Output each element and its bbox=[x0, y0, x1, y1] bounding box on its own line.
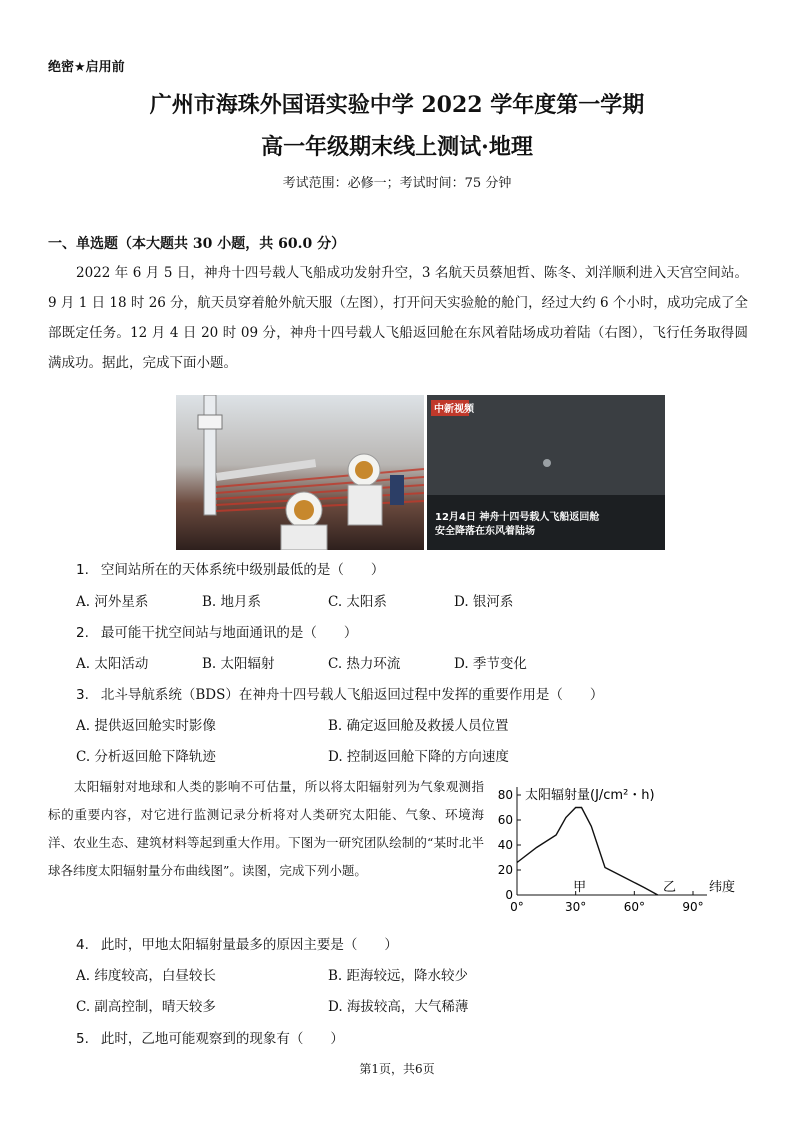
exam-info: 考试范围：必修一；考试时间：75 分钟 bbox=[282, 176, 512, 191]
news-logo-text: 中新视频 bbox=[434, 404, 474, 415]
section-intro: 2022 年 6 月 5 日，神舟十四号载人飞船成功发射升空，3 名航天员蔡旭哲、陈冬、刘洋顺利进入天宫空间站。9 月 1 日 18 时 26 分，航天员穿着舱外航天服（左图），打开问天实验舱的舱门，经过大约 6 个小时，成功完成了全部既定任务。12 月 4 日 20 时 09 分，神舟十四号载人飞船返回舱在东风着陆场成功着陆（右图），飞行任务取得圆满成功。据此，完成下面小题。 bbox=[48, 265, 748, 371]
question-text: 北斗导航系统（BDS）在神舟十四号载人飞船返回过程中发挥的重要作用是（ ） bbox=[100, 687, 604, 703]
capsule-landing-photo bbox=[427, 395, 665, 550]
astronaut-illustration bbox=[176, 395, 424, 550]
question-number: 5. bbox=[76, 1031, 89, 1047]
option-1a: A. 河外星系 bbox=[76, 594, 149, 610]
page-number: 第1页，共6页 bbox=[359, 1062, 435, 1076]
question-1 bbox=[76, 558, 384, 578]
option-2a: A. 太阳活动 bbox=[76, 656, 149, 672]
option-2b: B. 太阳辐射 bbox=[202, 656, 275, 672]
y-tick-label: 0 bbox=[505, 888, 513, 902]
point-annotation: 甲 bbox=[573, 880, 587, 895]
question-2 bbox=[76, 621, 357, 641]
exam-title: 广州市海珠外国语实验中学 2022 学年度第一学期 bbox=[149, 92, 645, 118]
y-axis-label: 太阳辐射量(J/cm²・h) bbox=[525, 788, 655, 803]
photo-caption-line1: 12月4日 神舟十四号载人飞船返回舱 bbox=[435, 512, 600, 523]
material-intro: 太阳辐射对地球和人类的影响不可估量，所以将太阳辐射列为气象观测指标的重要内容，对它进行监测记录分析将对人类研究太阳能、气象、环境海洋、农业生态、建筑材料等起到重大作用。下图为一研究团队绘制的“某时北半球各纬度太阳辐射量分布曲线图”。读图，完成下列小题。 bbox=[48, 779, 484, 878]
question-text: 最可能干扰空间站与地面通讯的是（ ） bbox=[100, 625, 358, 641]
option-1c: C. 太阳系 bbox=[328, 594, 387, 610]
option-3b: B. 确定返回舱及救援人员位置 bbox=[328, 718, 509, 734]
question-number: 4. bbox=[76, 937, 89, 953]
question-text: 空间站所在的天体系统中级别最低的是（ ） bbox=[100, 562, 385, 578]
option-1b: B. 地月系 bbox=[202, 594, 262, 610]
option-1d: D. 银河系 bbox=[454, 594, 514, 610]
photo-caption bbox=[435, 511, 599, 539]
radiation-curve bbox=[517, 808, 658, 896]
option-3d: D. 控制返回舱下降的方向速度 bbox=[328, 749, 509, 765]
option-3a: A. 提供返回舱实时影像 bbox=[76, 718, 216, 734]
solar-radiation-chart bbox=[495, 780, 755, 920]
x-tick-label: 30° bbox=[565, 900, 587, 914]
question-number: 1. bbox=[76, 562, 89, 578]
y-tick-label: 40 bbox=[497, 838, 513, 852]
exam-subtitle: 高一年级期末线上测试·地理 bbox=[261, 134, 533, 160]
question-5 bbox=[76, 1027, 344, 1047]
question-text: 此时，乙地可能观察到的现象有（ ） bbox=[100, 1031, 344, 1047]
option-4a: A. 纬度较高，白昼较长 bbox=[76, 968, 216, 984]
y-tick-label: 80 bbox=[497, 788, 513, 802]
question-4 bbox=[76, 933, 398, 953]
x-tick-label: 90° bbox=[682, 900, 704, 914]
question-3 bbox=[76, 683, 603, 703]
photo-caption-line2: 安全降落在东风着陆场 bbox=[435, 526, 535, 537]
option-4b: B. 距海较远，降水较少 bbox=[328, 968, 469, 984]
option-4c: C. 副高控制，晴天较多 bbox=[76, 999, 216, 1015]
option-3c: C. 分析返回舱下降轨迹 bbox=[76, 749, 216, 765]
question-number: 3. bbox=[76, 687, 89, 703]
astronaut-eva-photo bbox=[176, 395, 424, 550]
section-title: 一、单选题（本大题共 30 小题，共 60.0 分） bbox=[48, 236, 346, 252]
y-tick-label: 60 bbox=[497, 813, 513, 827]
x-tick-label: 60° bbox=[623, 900, 645, 914]
y-tick-label: 20 bbox=[497, 863, 513, 877]
confidential-mark: 绝密★启用前 bbox=[48, 60, 125, 75]
point-annotation: 乙 bbox=[663, 880, 677, 895]
option-4d: D. 海拔较高，大气稀薄 bbox=[328, 999, 469, 1015]
x-axis-label: 纬度 bbox=[709, 880, 736, 895]
question-number: 2. bbox=[76, 625, 89, 641]
x-tick-label: 0° bbox=[510, 900, 524, 914]
option-2c: C. 热力环流 bbox=[328, 656, 401, 672]
question-text: 此时，甲地太阳辐射量最多的原因主要是（ ） bbox=[100, 937, 398, 953]
option-2d: D. 季节变化 bbox=[454, 656, 527, 672]
